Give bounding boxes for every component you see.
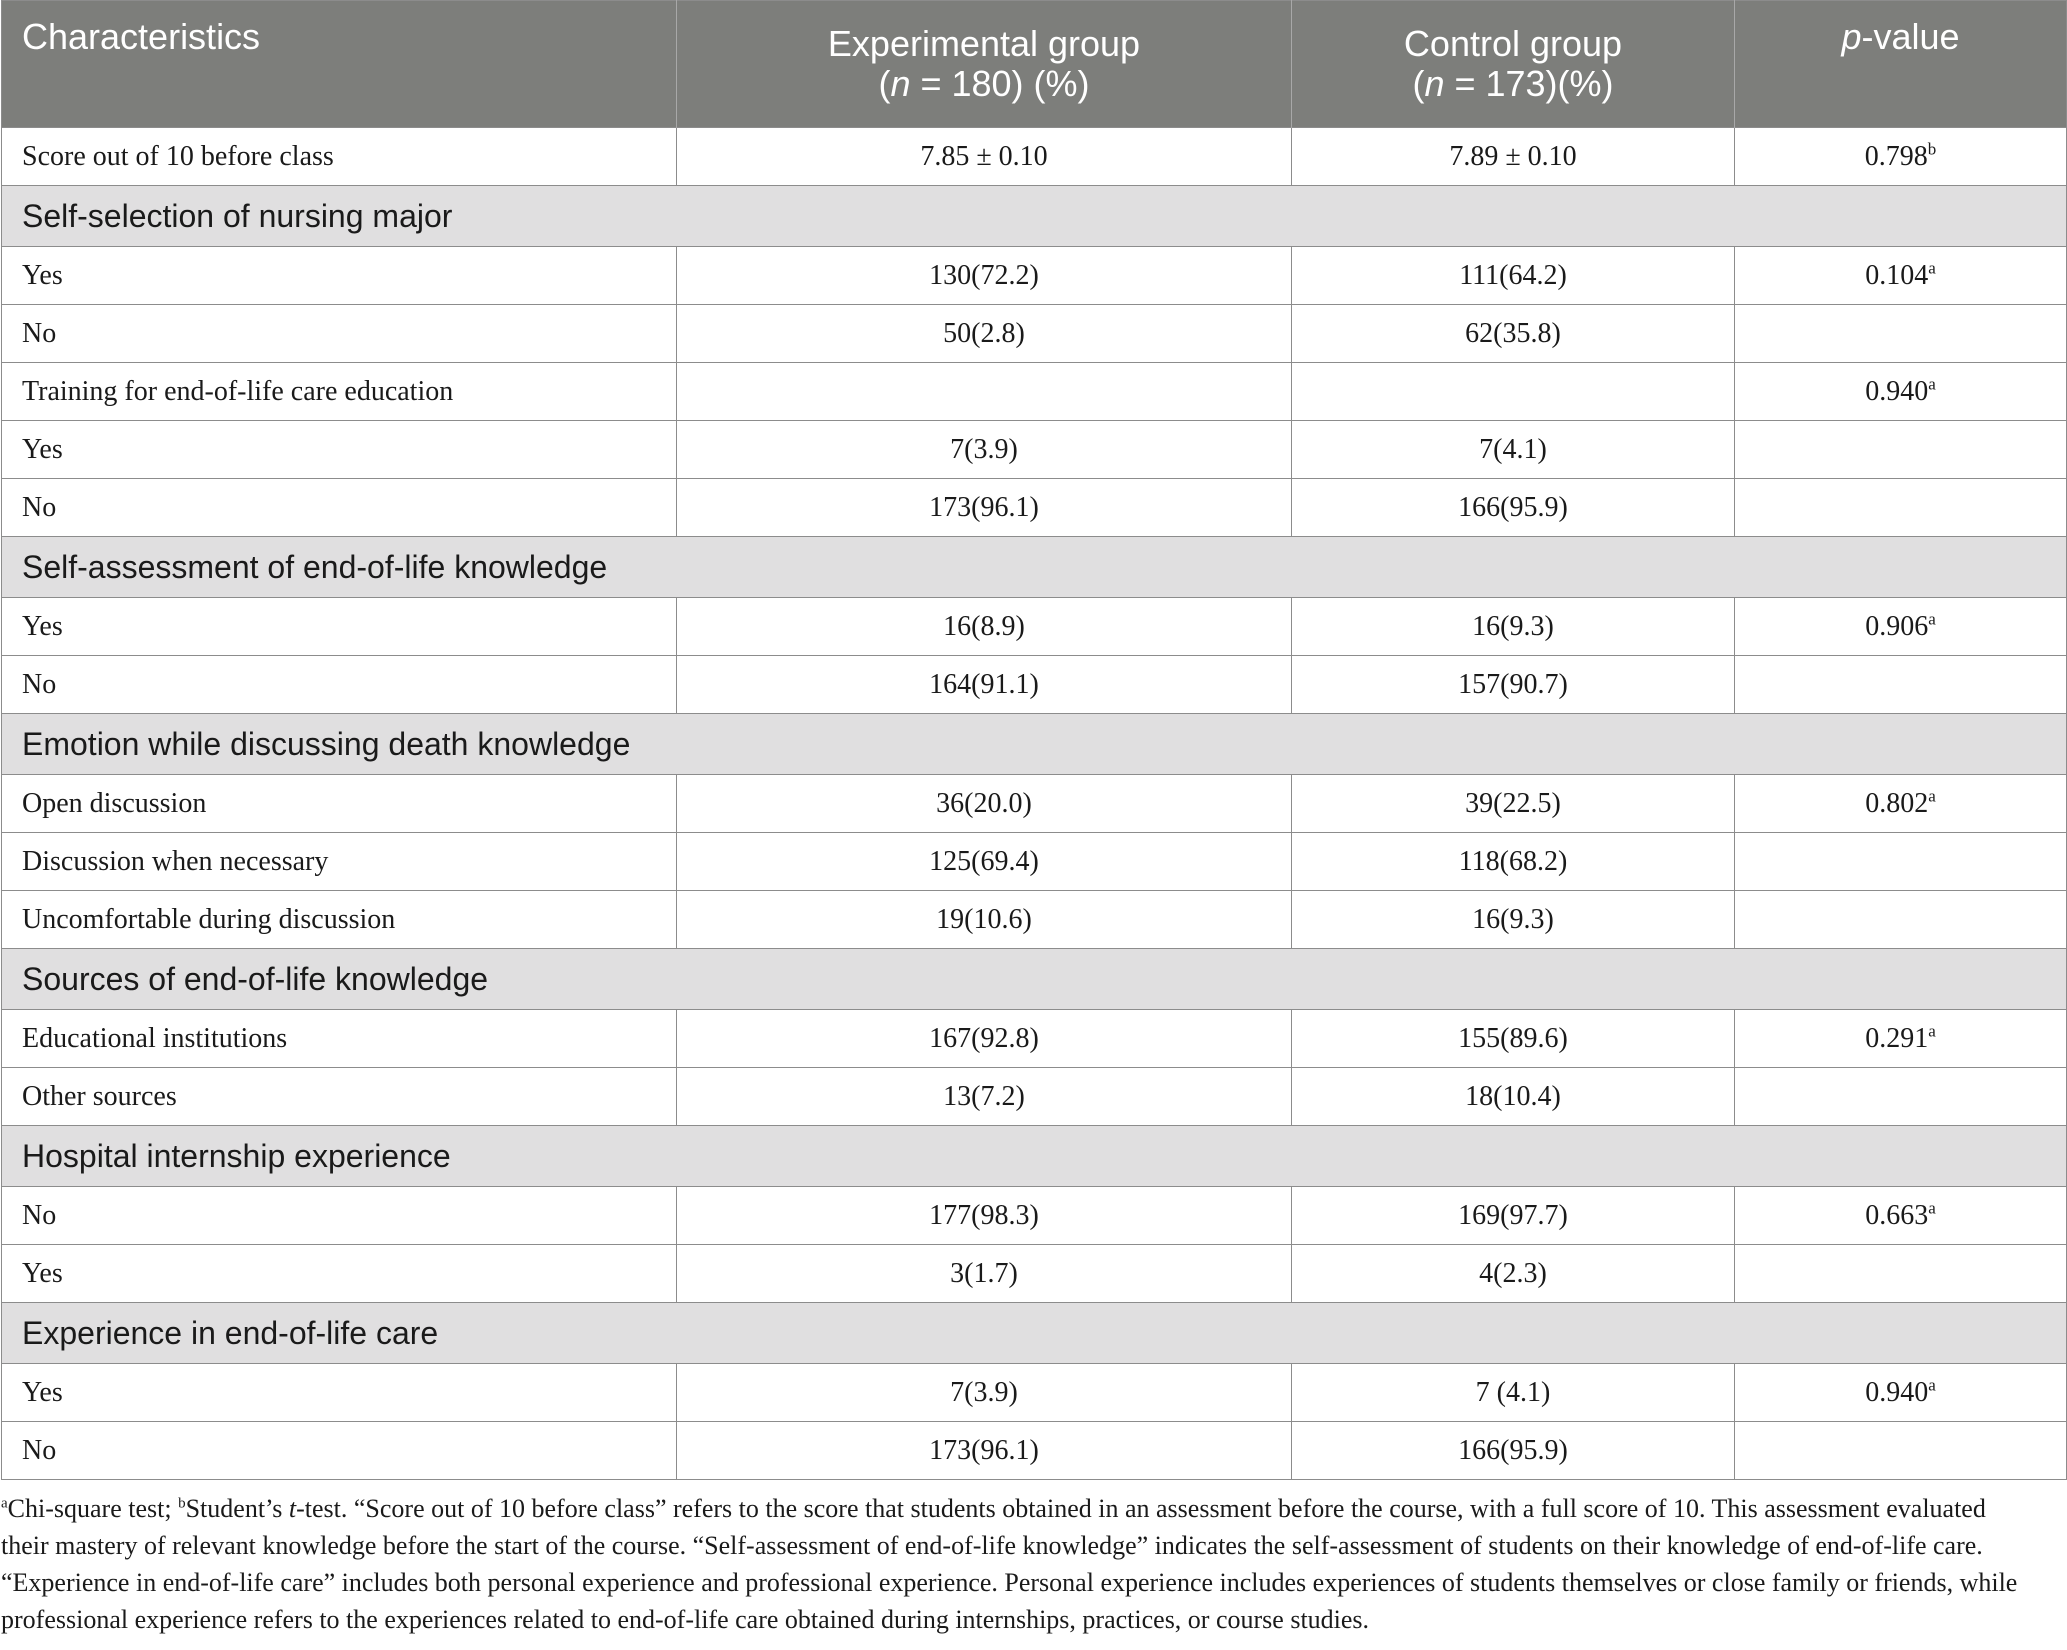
table-row bbox=[2, 1245, 2067, 1303]
row-label: No bbox=[2, 1187, 677, 1245]
p-value-cell bbox=[1735, 891, 2067, 949]
experimental-group-cell: 3(1.7) bbox=[677, 1245, 1292, 1303]
experimental-group-cell: 19(10.6) bbox=[677, 891, 1292, 949]
p-value-cell bbox=[1735, 479, 2067, 537]
table-row bbox=[2, 421, 2067, 479]
p-value-superscript: b bbox=[1927, 139, 1937, 159]
table-row bbox=[2, 247, 2067, 305]
row-label: Yes bbox=[2, 421, 677, 479]
p-value-superscript: a bbox=[1928, 609, 1936, 629]
p-value-cell: 0.663$^a$ bbox=[1735, 1187, 2067, 1245]
section-header-label: Emotion while discussing death knowledge bbox=[2, 714, 2067, 775]
experimental-group-cell: 50(2.8) bbox=[677, 305, 1292, 363]
row-label: Other sources bbox=[2, 1068, 677, 1126]
table-body bbox=[2, 128, 2067, 1480]
p-value-cell bbox=[1735, 421, 2067, 479]
control-group-cell: 118(68.2) bbox=[1292, 833, 1735, 891]
p-value-superscript: a bbox=[1928, 786, 1936, 806]
p-value-cell bbox=[1735, 305, 2067, 363]
section-header-label: Sources of end-of-life knowledge bbox=[2, 949, 2067, 1010]
row-label: Educational institutions bbox=[2, 1010, 677, 1068]
section-header-label: Experience in end-of-life care bbox=[2, 1303, 2067, 1364]
experimental-group-cell: 164(91.1) bbox=[677, 656, 1292, 714]
experimental-group-cell: 177(98.3) bbox=[677, 1187, 1292, 1245]
row-label: Score out of 10 before class bbox=[2, 128, 677, 186]
control-group-cell: 18(10.4) bbox=[1292, 1068, 1735, 1126]
section-header-row bbox=[2, 1126, 2067, 1187]
row-label: Discussion when necessary bbox=[2, 833, 677, 891]
control-group-cell: 166(95.9) bbox=[1292, 1422, 1735, 1480]
table-row bbox=[2, 891, 2067, 949]
table-row bbox=[2, 1068, 2067, 1126]
p-value-superscript: a bbox=[1928, 1021, 1936, 1041]
p-value-cell: 0.104$^a$ bbox=[1735, 247, 2067, 305]
row-label: No bbox=[2, 656, 677, 714]
table-row bbox=[2, 363, 2067, 421]
experimental-group-cell: 173(96.1) bbox=[677, 479, 1292, 537]
row-label: Training for end-of-life care education bbox=[2, 363, 677, 421]
table-row bbox=[2, 1364, 2067, 1422]
table-row bbox=[2, 1010, 2067, 1068]
control-group-cell bbox=[1292, 363, 1735, 421]
header-control-group: Control group (n = 173)(%) bbox=[1292, 1, 1735, 128]
row-label: Yes bbox=[2, 1364, 677, 1422]
section-header-row bbox=[2, 949, 2067, 1010]
row-label: No bbox=[2, 479, 677, 537]
table-row bbox=[2, 775, 2067, 833]
p-value-superscript: a bbox=[1928, 374, 1936, 394]
p-value-cell: 0.798$^b$ bbox=[1735, 128, 2067, 186]
control-group-cell: 16(9.3) bbox=[1292, 598, 1735, 656]
header-characteristics: Characteristics bbox=[2, 1, 677, 128]
p-value-cell bbox=[1735, 1422, 2067, 1480]
section-header-row bbox=[2, 1303, 2067, 1364]
table-row bbox=[2, 1187, 2067, 1245]
section-header-row bbox=[2, 537, 2067, 598]
p-value-cell: 0.291$^a$ bbox=[1735, 1010, 2067, 1068]
p-value-cell: 0.940$^a$ bbox=[1735, 1364, 2067, 1422]
experimental-group-cell: 7(3.9) bbox=[677, 1364, 1292, 1422]
row-label: No bbox=[2, 1422, 677, 1480]
control-group-cell: 166(95.9) bbox=[1292, 479, 1735, 537]
table-footnote: $^a$Chi-square test; $^b$Student’s t-test. “Score out of 10 before class” refers to the score that students obtained in an assessment before the course, with a full score of 10. This assessment evaluated their mastery of relevant knowledge before the start of the course. “Self-assessment of end-of-life knowledge” indicates the self-assessment of students on their knowledge of end-of-life care. “Experience in end-of-life care” includes both personal experience and professional experience. Personal experience includes experiences of students themselves or close family or friends, while professional experience refers to the experiences related to end-of-life care obtained during internships, practices, or course studies. bbox=[1, 1494, 2018, 1634]
p-value-superscript: a bbox=[1928, 1375, 1936, 1395]
table-row bbox=[2, 656, 2067, 714]
control-group-cell: 16(9.3) bbox=[1292, 891, 1735, 949]
control-group-cell: 62(35.8) bbox=[1292, 305, 1735, 363]
table-row bbox=[2, 598, 2067, 656]
experimental-group-cell bbox=[677, 363, 1292, 421]
row-label: No bbox=[2, 305, 677, 363]
p-value-superscript: a bbox=[1928, 258, 1936, 278]
table-row bbox=[2, 479, 2067, 537]
experimental-group-cell: 7.85 ± 0.10 bbox=[677, 128, 1292, 186]
control-group-cell: 4(2.3) bbox=[1292, 1245, 1735, 1303]
experimental-group-cell: 13(7.2) bbox=[677, 1068, 1292, 1126]
p-value-cell bbox=[1735, 656, 2067, 714]
section-header-row bbox=[2, 186, 2067, 247]
header-p-value: p-value bbox=[1735, 1, 2067, 128]
control-group-cell: 39(22.5) bbox=[1292, 775, 1735, 833]
experimental-group-cell: 130(72.2) bbox=[677, 247, 1292, 305]
p-value-cell bbox=[1735, 1245, 2067, 1303]
p-value-cell bbox=[1735, 1068, 2067, 1126]
p-value-cell: 0.940$^a$ bbox=[1735, 363, 2067, 421]
p-value-cell: 0.802$^a$ bbox=[1735, 775, 2067, 833]
p-value-superscript: a bbox=[1928, 1198, 1936, 1218]
experimental-group-cell: 167(92.8) bbox=[677, 1010, 1292, 1068]
control-group-cell: 7(4.1) bbox=[1292, 421, 1735, 479]
control-group-cell: 169(97.7) bbox=[1292, 1187, 1735, 1245]
section-header-label: Self-assessment of end-of-life knowledge bbox=[2, 537, 2067, 598]
section-header-row bbox=[2, 714, 2067, 775]
row-label: Yes bbox=[2, 247, 677, 305]
table-row bbox=[2, 128, 2067, 186]
table-header-row bbox=[2, 1, 2067, 128]
control-group-cell: 157(90.7) bbox=[1292, 656, 1735, 714]
row-label: Uncomfortable during discussion bbox=[2, 891, 677, 949]
header-experimental-group: Experimental group (n = 180) (%) bbox=[677, 1, 1292, 128]
experimental-group-cell: 7(3.9) bbox=[677, 421, 1292, 479]
control-group-cell: 111(64.2) bbox=[1292, 247, 1735, 305]
table-row bbox=[2, 1422, 2067, 1480]
section-header-label: Hospital internship experience bbox=[2, 1126, 2067, 1187]
row-label: Yes bbox=[2, 598, 677, 656]
experimental-group-cell: 125(69.4) bbox=[677, 833, 1292, 891]
experimental-group-cell: 173(96.1) bbox=[677, 1422, 1292, 1480]
control-group-cell: 7 (4.1) bbox=[1292, 1364, 1735, 1422]
characteristics-table bbox=[1, 0, 2067, 1480]
experimental-group-cell: 16(8.9) bbox=[677, 598, 1292, 656]
table-row bbox=[2, 305, 2067, 363]
p-value-cell bbox=[1735, 833, 2067, 891]
row-label: Yes bbox=[2, 1245, 677, 1303]
p-value-cell: 0.906$^a$ bbox=[1735, 598, 2067, 656]
control-group-cell: 7.89 ± 0.10 bbox=[1292, 128, 1735, 186]
section-header-label: Self-selection of nursing major bbox=[2, 186, 2067, 247]
row-label: Open discussion bbox=[2, 775, 677, 833]
table-row bbox=[2, 833, 2067, 891]
control-group-cell: 155(89.6) bbox=[1292, 1010, 1735, 1068]
experimental-group-cell: 36(20.0) bbox=[677, 775, 1292, 833]
